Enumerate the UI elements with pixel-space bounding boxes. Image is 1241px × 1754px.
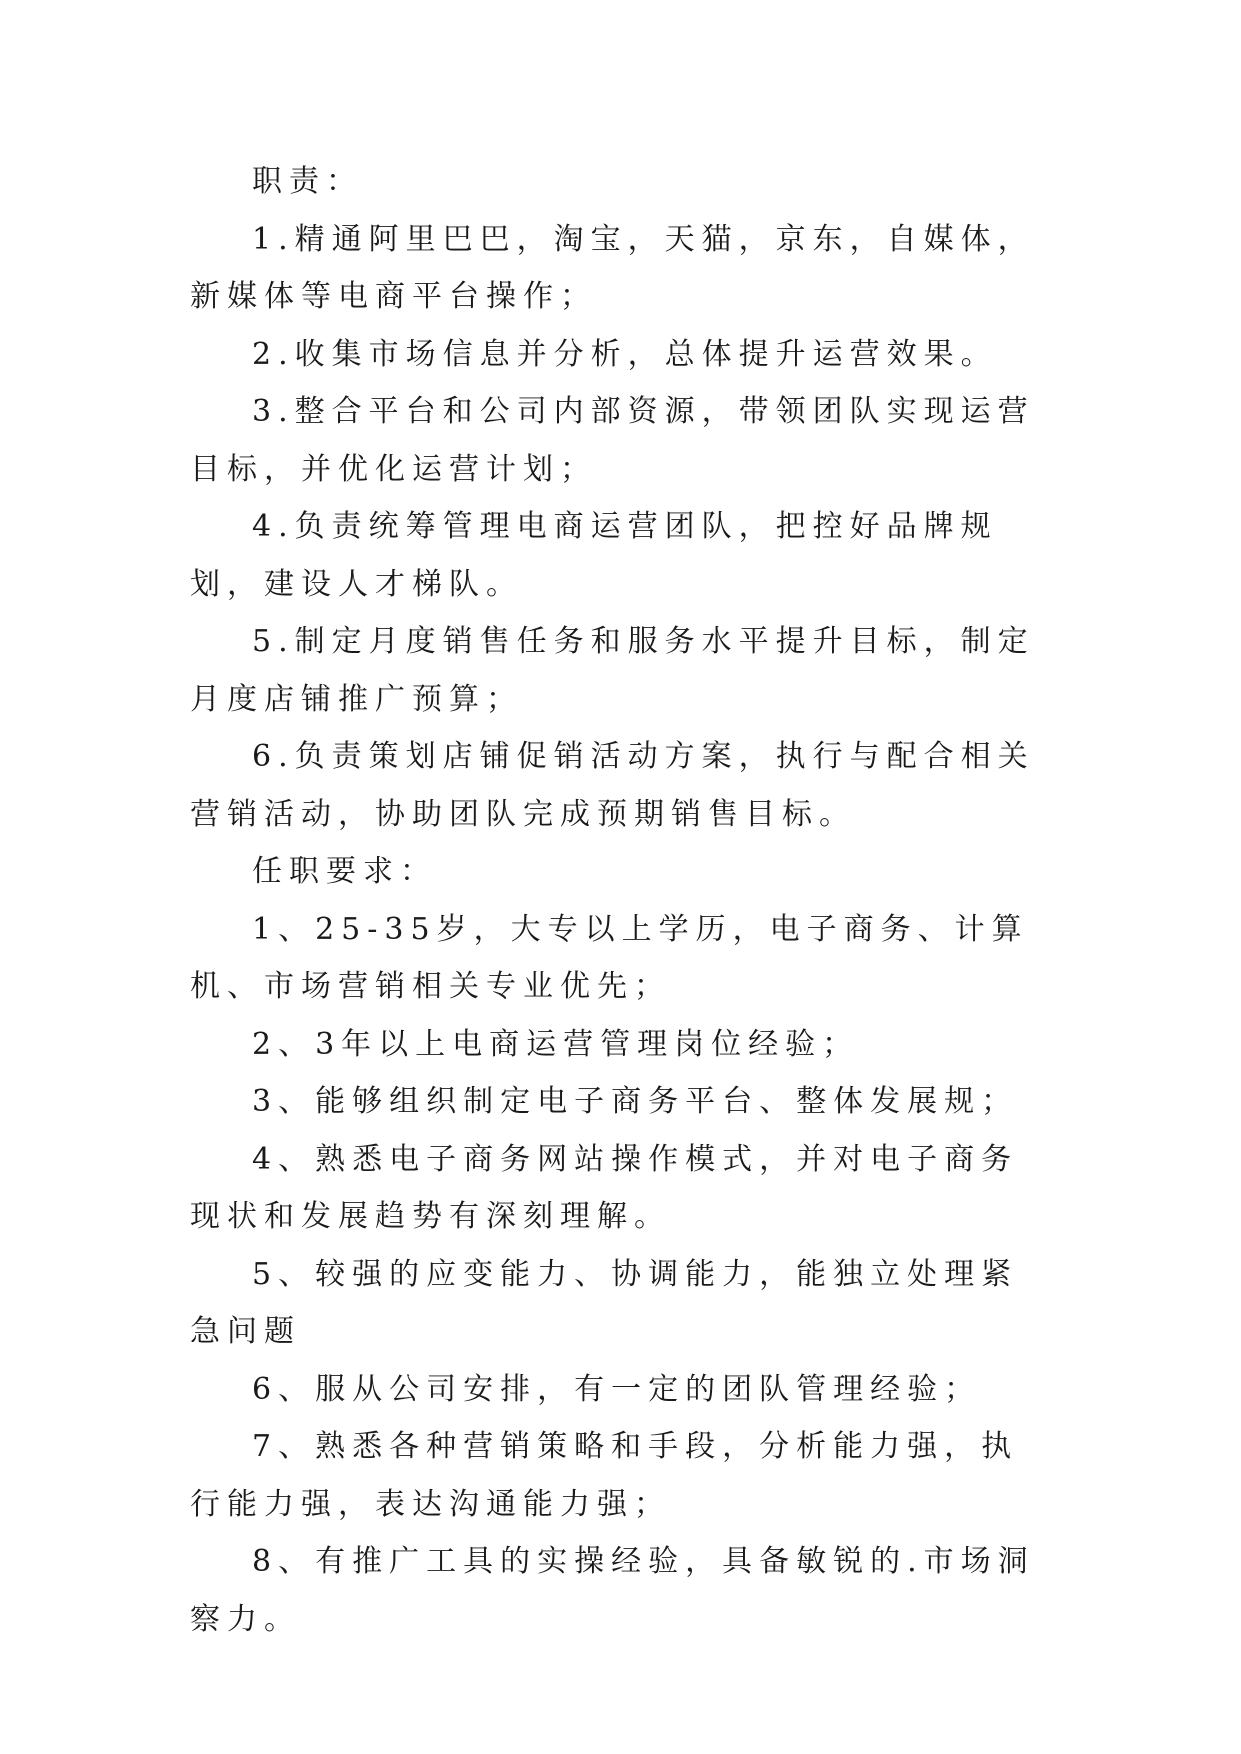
duty-item: 3.整合平台和公司内部资源，带领团队实现运营目标，并优化运营计划； (190, 394, 1035, 487)
requirement-item: 1、25-35岁，大专以上学历，电子商务、计算机、市场营销相关专业优先； (190, 911, 1029, 1004)
document-body (190, 153, 1050, 1648)
duty-item: 1.精通阿里巴巴，淘宝，天猫，京东，自媒体，新媒体等电商平台操作； (190, 221, 1035, 314)
duty-item: 5.制定月度销售任务和服务水平提升目标，制定月度店铺推广预算； (190, 624, 1035, 717)
requirement-item: 3、能够组织制定电子商务平台、整体发展规； (252, 1084, 1019, 1119)
requirement-item: 6、服从公司安排，有一定的团队管理经验； (252, 1371, 982, 1407)
duty-item: 2.收集市场信息并分析，总体提升运营效果。 (252, 336, 998, 372)
duty-item: 4.负责统筹管理电商运营团队，把控好品牌规划，建设人才梯队。 (190, 509, 998, 602)
requirement-item: 7、熟悉各种营销策略和手段，分析能力强，执行能力强，表达沟通能力强； (190, 1429, 1019, 1522)
requirement-item: 5、较强的应变能力、协调能力，能独立处理紧急问题 (190, 1256, 1019, 1349)
duty-item: 6.负责策划店铺促销活动方案，执行与配合相关营销活动，协助团队完成预期销售目标。 (190, 739, 1035, 832)
duties-heading: 职责： (252, 164, 363, 199)
requirement-item: 2、3年以上电商运营管理岗位经验； (252, 1026, 860, 1062)
requirement-item: 8、有推广工具的实操经验，具备敏锐的.市场洞察力。 (190, 1544, 1035, 1637)
requirement-item: 4、熟悉电子商务网站操作模式，并对电子商务现状和发展趋势有深刻理解。 (190, 1141, 1019, 1234)
requirements-heading: 任职要求： (252, 854, 437, 889)
